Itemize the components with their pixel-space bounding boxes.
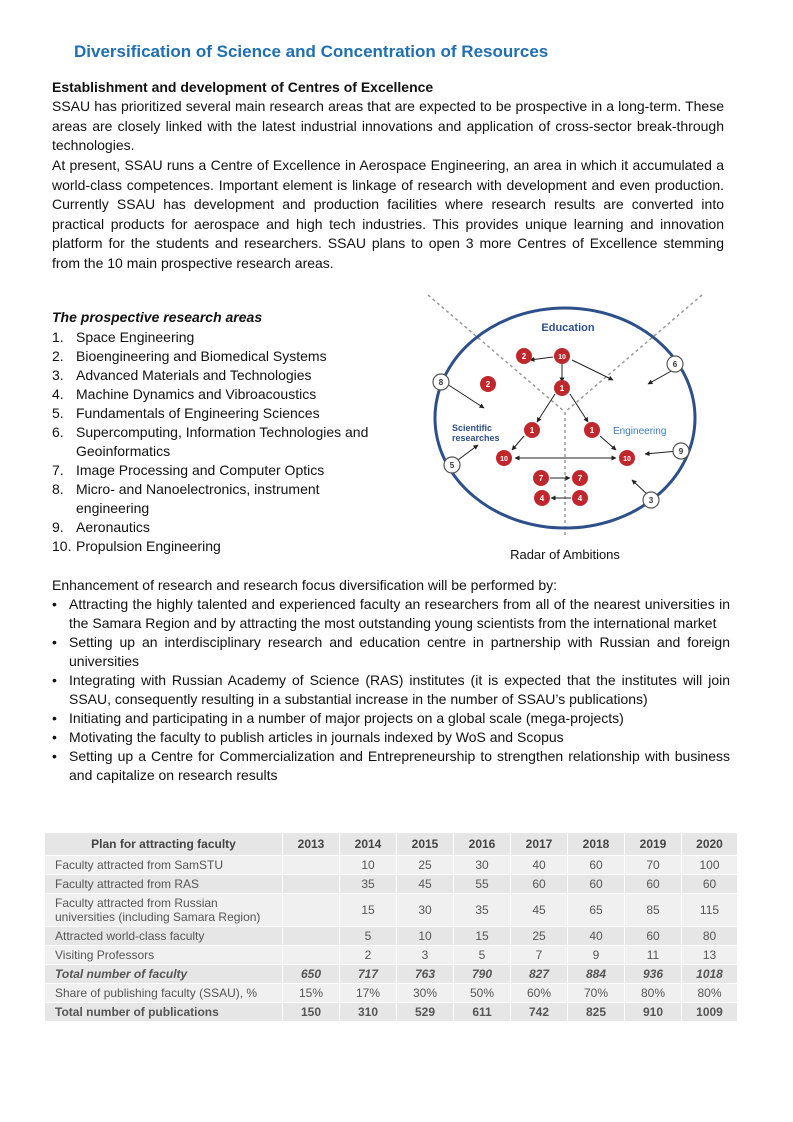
column-header: 2017: [511, 833, 568, 856]
faculty-plan-table: [44, 832, 738, 1022]
item-number: 7.: [52, 462, 64, 478]
row-label: Faculty attracted from Russian universities (including Samara Region): [45, 894, 283, 927]
table-cell: 25: [397, 856, 454, 875]
table-cell: 70%: [568, 984, 625, 1003]
item-text: Image Processing and Computer Optics: [76, 462, 325, 478]
table-row: [45, 946, 738, 965]
table-row: [45, 856, 738, 875]
table-cell: 611: [454, 1003, 511, 1022]
table-cell: 35: [340, 875, 397, 894]
item-text: Bioengineering and Biomedical Systems: [76, 348, 327, 364]
table-cell: 827: [511, 965, 568, 984]
table-cell: 65: [568, 894, 625, 927]
table-cell: 80%: [682, 984, 738, 1003]
svg-text:7: 7: [577, 474, 583, 483]
radar-node: [496, 450, 512, 466]
table-cell: 115: [682, 894, 738, 927]
svg-text:4: 4: [539, 494, 545, 503]
table-cell: 45: [511, 894, 568, 927]
section-heading: Establishment and development of Centres of Excellence: [52, 79, 434, 95]
radar-arrow: [600, 436, 616, 450]
table-row: [45, 984, 738, 1003]
research-area-item: [52, 328, 392, 347]
item-text: Micro- and Nanoelectronics, instrument engineering: [76, 481, 320, 516]
column-header: 2018: [568, 833, 625, 856]
table-cell: 9: [568, 946, 625, 965]
bullet-icon: •: [52, 710, 57, 726]
table-cell: 30: [454, 856, 511, 875]
radar-arrow: [447, 384, 484, 408]
radar-outer-node: [643, 492, 659, 508]
column-header: 2020: [682, 833, 738, 856]
research-areas-list: [52, 328, 392, 556]
radar-node: [533, 470, 549, 486]
radar-arrow: [512, 436, 524, 450]
table-row: [45, 927, 738, 946]
radar-node: [572, 490, 588, 506]
table-cell: 11: [625, 946, 682, 965]
table-cell: [283, 894, 340, 927]
row-label: Share of publishing faculty (SSAU), %: [45, 984, 283, 1003]
table-header-row: [45, 833, 738, 856]
item-text: Machine Dynamics and Vibroacoustics: [76, 386, 317, 402]
column-header: 2013: [283, 833, 340, 856]
table-cell: 60: [568, 875, 625, 894]
row-label: Total number of faculty: [45, 965, 283, 984]
radar-node: [534, 490, 550, 506]
table-cell: 884: [568, 965, 625, 984]
radar-node: [554, 380, 570, 396]
svg-text:5: 5: [449, 461, 455, 470]
table-cell: 85: [625, 894, 682, 927]
bullet-item: [52, 709, 730, 728]
item-number: 3.: [52, 367, 64, 383]
table-cell: 55: [454, 875, 511, 894]
page-title: Diversification of Science and Concentration of Resources: [74, 42, 549, 61]
research-area-item: [52, 423, 392, 461]
row-label: Attracted world-class faculty: [45, 927, 283, 946]
svg-text:2: 2: [485, 380, 491, 389]
item-text: Aeronautics: [76, 519, 150, 535]
bullet-item: [52, 747, 730, 785]
research-area-item: [52, 461, 392, 480]
table-cell: 790: [454, 965, 511, 984]
table-cell: 60: [511, 875, 568, 894]
table-cell: [283, 927, 340, 946]
table-cell: 150: [283, 1003, 340, 1022]
bullet-text: Motivating the faculty to publish articles in journals indexed by WoS and Scopus: [69, 729, 564, 745]
table-cell: 910: [625, 1003, 682, 1022]
table-cell: 25: [511, 927, 568, 946]
svg-text:10: 10: [500, 456, 508, 463]
radar-label-scientific: Scientific: [452, 423, 493, 433]
radar-node: [572, 470, 588, 486]
bullet-item: [52, 633, 730, 671]
research-area-item: [52, 480, 392, 518]
table-cell: 1018: [682, 965, 738, 984]
table-cell: 650: [283, 965, 340, 984]
svg-text:3: 3: [648, 496, 654, 505]
radar-outer-node: [673, 443, 689, 459]
row-label: Faculty attracted from SamSTU: [45, 856, 283, 875]
radar-arrow: [572, 360, 613, 380]
table-cell: 5: [454, 946, 511, 965]
centre-paragraph: At present, SSAU runs a Centre of Excellence in Aerospace Engineering, an area in which it accumulated a world-class competences. Important element is linkage of research with development and even production. Currently SSAU has development and production facilities where research results are converted into practical products for aerospace and high tech industries. This provides unique learning and innovation platform for the students and researchers. SSAU plans to open 3 more Centres of Excellence stemming from the 10 main prospective research areas.: [52, 157, 724, 271]
radar-node: [516, 348, 532, 364]
row-label: Faculty attracted from RAS: [45, 875, 283, 894]
row-label: Visiting Professors: [45, 946, 283, 965]
table-cell: 17%: [340, 984, 397, 1003]
radar-node: [619, 450, 635, 466]
table-cell: 825: [568, 1003, 625, 1022]
svg-text:2: 2: [521, 352, 527, 361]
table-row: [45, 875, 738, 894]
table-cell: 529: [397, 1003, 454, 1022]
bullet-text: Attracting the highly talented and experienced faculty an researchers from all of the nearest universities in the Samara Region and by attracting the most outstanding young scientists from the international market: [69, 596, 730, 631]
table-cell: 717: [340, 965, 397, 984]
column-header: Plan for attracting faculty: [45, 833, 283, 856]
item-number: 4.: [52, 386, 64, 402]
table-cell: [283, 856, 340, 875]
radar-label-researches: researches: [452, 433, 500, 443]
table-cell: [283, 875, 340, 894]
item-number: 1.: [52, 329, 64, 345]
table-cell: 10: [340, 856, 397, 875]
table-cell: 763: [397, 965, 454, 984]
research-areas-heading: The prospective research areas: [52, 309, 263, 325]
bullet-text: Integrating with Russian Academy of Science (RAS) institutes (it is expected that the institutes will join SSAU, consequently resulting in a substantial increase in the number of SSAU’s publications): [69, 672, 730, 707]
bullet-text: Setting up an interdisciplinary research and education centre in partnership with Russian and foreign universities: [69, 634, 730, 669]
table-cell: 7: [511, 946, 568, 965]
svg-text:7: 7: [538, 474, 544, 483]
enhancement-bullets: [52, 595, 730, 785]
radar-label-education: Education: [541, 322, 595, 334]
radar-node: [584, 422, 600, 438]
bullet-icon: •: [52, 729, 57, 745]
svg-text:1: 1: [559, 384, 565, 393]
svg-text:1: 1: [589, 426, 595, 435]
radar-node: [480, 376, 496, 392]
svg-text:10: 10: [558, 354, 566, 361]
table-cell: 35: [454, 894, 511, 927]
enhancement-intro: Enhancement of research and research focus diversification will be performed by:: [52, 577, 558, 593]
bullet-text: Initiating and participating in a number of major projects on a global scale (mega-projects): [69, 710, 624, 726]
research-area-item: [52, 385, 392, 404]
research-area-item: [52, 518, 392, 537]
radar-arrow: [537, 394, 555, 422]
table-cell: 60: [682, 875, 738, 894]
item-text: Fundamentals of Engineering Sciences: [76, 405, 320, 421]
radar-node: [554, 348, 570, 364]
table-row: [45, 1003, 738, 1022]
radar-outer-node: [433, 374, 449, 390]
item-text: Space Engineering: [76, 329, 195, 345]
item-number: 6.: [52, 424, 64, 440]
column-header: 2019: [625, 833, 682, 856]
item-number: 8.: [52, 481, 64, 497]
table-cell: 742: [511, 1003, 568, 1022]
column-header: 2016: [454, 833, 511, 856]
table-cell: 60: [625, 927, 682, 946]
svg-text:10: 10: [623, 456, 631, 463]
radar-outer-node: [444, 457, 460, 473]
table-cell: 70: [625, 856, 682, 875]
radar-caption: Radar of Ambitions: [510, 547, 620, 562]
research-area-item: [52, 347, 392, 366]
radar-node: [524, 422, 540, 438]
bullet-icon: •: [52, 748, 57, 764]
table-cell: 3: [397, 946, 454, 965]
item-text: Advanced Materials and Technologies: [76, 367, 312, 383]
radar-outer-node: [667, 356, 683, 372]
table-cell: 30: [397, 894, 454, 927]
radar-arrow: [632, 480, 648, 495]
research-area-item: [52, 537, 392, 556]
row-label: Total number of publications: [45, 1003, 283, 1022]
svg-text:8: 8: [438, 378, 444, 387]
radar-arrow: [530, 357, 553, 360]
item-number: 2.: [52, 348, 64, 364]
svg-text:6: 6: [672, 360, 678, 369]
table-cell: 13: [682, 946, 738, 965]
radar-label-engineering: Engineering: [613, 426, 667, 437]
table-cell: 5: [340, 927, 397, 946]
table-cell: 15: [454, 927, 511, 946]
radar-guide-line: [565, 295, 702, 412]
research-area-item: [52, 404, 392, 423]
radar-arrow: [570, 394, 588, 422]
svg-text:4: 4: [577, 494, 583, 503]
table-cell: 60: [625, 875, 682, 894]
item-number: 5.: [52, 405, 64, 421]
table-cell: 100: [682, 856, 738, 875]
table-cell: 936: [625, 965, 682, 984]
table-cell: 15%: [283, 984, 340, 1003]
bullet-item: [52, 595, 730, 633]
bullet-icon: •: [52, 672, 57, 688]
bullet-item: [52, 728, 730, 747]
table-row: [45, 965, 738, 984]
radar-guide-line: [428, 295, 565, 412]
svg-text:9: 9: [678, 447, 684, 456]
bullet-item: [52, 671, 730, 709]
bullet-icon: •: [52, 634, 57, 650]
table-cell: 80%: [625, 984, 682, 1003]
table-cell: 15: [340, 894, 397, 927]
table-cell: 40: [511, 856, 568, 875]
table-cell: 60%: [511, 984, 568, 1003]
table-cell: 80: [682, 927, 738, 946]
table-row: [45, 894, 738, 927]
bullet-icon: •: [52, 596, 57, 612]
table-cell: 2: [340, 946, 397, 965]
radar-of-ambitions-diagram: [420, 290, 710, 535]
table-cell: 30%: [397, 984, 454, 1003]
table-cell: 1009: [682, 1003, 738, 1022]
item-number: 9.: [52, 519, 64, 535]
table-cell: 45: [397, 875, 454, 894]
table-cell: 10: [397, 927, 454, 946]
item-text: Propulsion Engineering: [76, 538, 221, 554]
bullet-text: Setting up a Centre for Commercialization and Entrepreneurship to strengthen relationship with business and capitalize on research results: [69, 748, 730, 783]
table-cell: 40: [568, 927, 625, 946]
svg-text:1: 1: [529, 426, 535, 435]
table-cell: 310: [340, 1003, 397, 1022]
column-header: 2015: [397, 833, 454, 856]
table-cell: 50%: [454, 984, 511, 1003]
intro-paragraph: SSAU has prioritized several main research areas that are expected to be prospective in a long-term. These areas are closely linked with the latest industrial innovations and application of cross-sector break-through technologies.: [52, 98, 724, 153]
research-area-item: [52, 366, 392, 385]
table-cell: [283, 946, 340, 965]
table-cell: 60: [568, 856, 625, 875]
item-number: 10.: [52, 538, 72, 554]
item-text: Supercomputing, Information Technologies and Geoinformatics: [76, 424, 369, 459]
column-header: 2014: [340, 833, 397, 856]
